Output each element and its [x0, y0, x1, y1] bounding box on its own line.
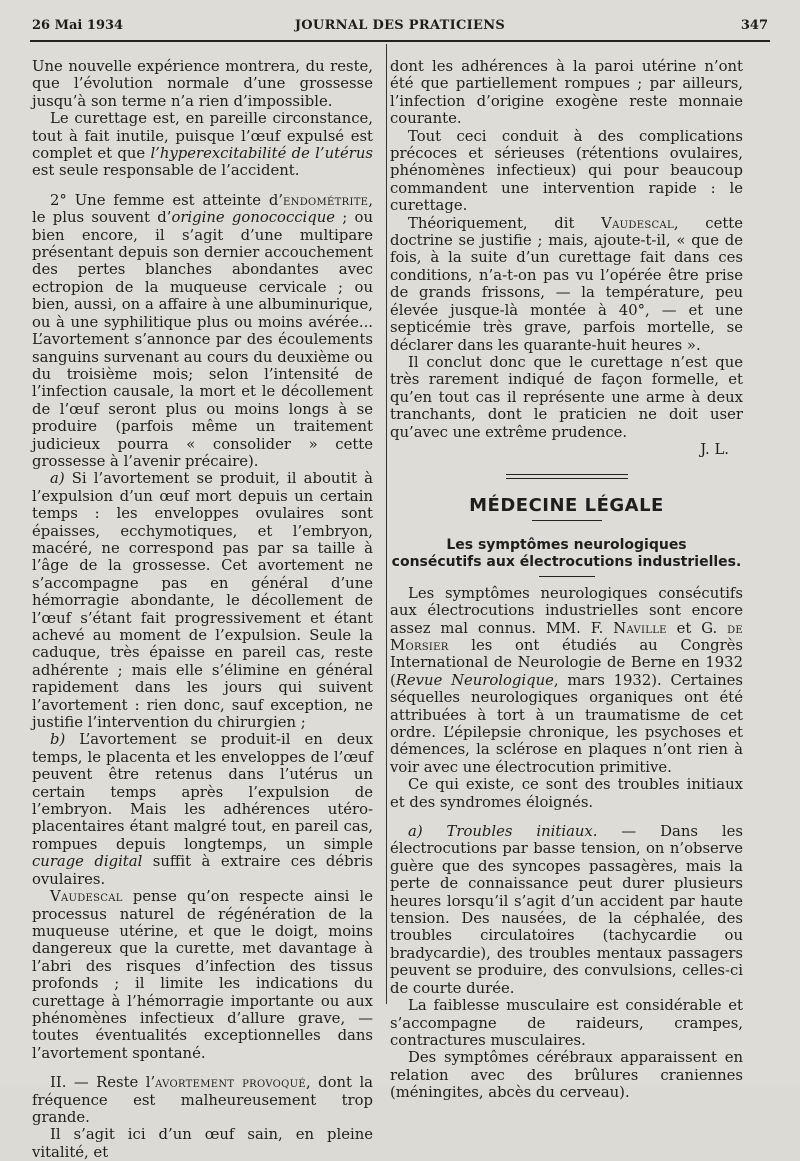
issue-date: 26 Mai 1934	[32, 18, 124, 33]
author-signature: J. L.	[700, 440, 729, 458]
paragraph: II. — Reste l’avortement provoqué, dont la fréquence est malheureusement trop grande.	[32, 1074, 373, 1126]
section-title: MÉDECINE LÉGALE	[469, 495, 664, 517]
header-rule	[30, 40, 770, 42]
title-rule	[532, 520, 602, 521]
paragraph: a) Troubles initiaux. — Dans les électrocutions par basse tension, on n’observe guère que des syncopes passagères, mais la perte de connaissance peut durer plusieurs heures lorsqu’il s’agit d’un accident par haute tension. Des nausées, de la céphalée, des troubles circulatoires (tachycardie ou bradycardie), des troubles mentaux passagers peuvent se produire, des convulsions, celles-ci de courte durée.	[390, 823, 743, 997]
paragraph: dont les adhérences à la paroi utérine n’ont été que partiellement rompues ; par ailleurs, l’infection d’origine exogène reste monnaie courante.	[390, 58, 743, 128]
paragraph: Il conclut donc que le curettage n’est que très rarement indiqué de façon formelle, et qu’en tout cas il représente une arme à deux tranchants, dont le praticien ne doit user qu’avec une extrême prudence.	[390, 353, 743, 441]
section-separator	[506, 474, 628, 479]
paragraph: b) L’avortement se produit-il en deux temps, le placenta et les enveloppes de l’œuf peuvent être retenus dans l’utérus un certain temps après l’expulsion de l’embryon. Mais les adhérences utéro-placentaires étant malgré tout, en pareil cas, rompues depuis longtemps, un simple curage digital suffit à extraire ces débris ovulaires.	[32, 731, 373, 888]
paragraph: Tout ceci conduit à des complications précoces et sérieuses (rétentions ovulaires, phénomènes infectieux) qui pour beaucoup commandent une intervention rapide : le curettage.	[390, 127, 743, 215]
paragraph: a) Si l’avortement se produit, il aboutit à l’expulsion d’un œuf mort depuis un certain temps : les enveloppes ovulaires sont épaisses, ecchymotiques, et l’embryon, macéré, ne correspond pas par sa taille à l’âge de la grossesse. Cet avortement ne s’accompagne pas en général d’une hémorragie abondante, le décollement de l’œuf s’étant fait progressivement et étant achevé au moment de l’expulsion. Seule la caduque, très épaisse en pareil cas, reste adhérente ; mais elle s’élimine en général rapidement dans les jours qui suivent l’avortement : rien donc, sauf exception, ne justifie l’intervention du chirurgien ;	[32, 470, 373, 732]
paragraph: Une nouvelle expérience montrera, du reste, que l’évolution normale d’une grossesse jusqu’à son terme n’a rien d’impossible.	[32, 58, 373, 110]
paragraph: Vaudescal pense qu’on respecte ainsi le processus naturel de régénération de la muqueuse utérine, et que le doigt, moins dangereux que la curette, met davantage à l’abri des risques d’infection des tissus profonds ; il limite les indications du curettage à l’hémorragie importante ou aux phénomènes infectieux d’allure grave, — toutes éventualités exceptionnelles dans l’avortement spontané.	[32, 888, 373, 1062]
paragraph: Les symptômes neurologiques consécutifs aux électrocutions industrielles sont encore assez mal connus. MM. F. Naville et G. de Morsier les ont étudiés au Congrès International de Neurologie de Berne en 1932 (Revue Neurologique, mars 1932). Certaines séquelles neurologiques organiques ont été attribuées à tort à un traumatisme de cet ordre. L’épilepsie chronique, les psychoses et démences, la sclérose en plaques n’ont rien à voir avec une électrocution primitive.	[390, 584, 744, 776]
journal-title: JOURNAL DES PRATICIENS	[294, 18, 506, 33]
left-column	[32, 58, 373, 1161]
page-header	[32, 18, 768, 40]
page-number: 347	[740, 18, 768, 33]
signature-line	[390, 441, 743, 458]
article-rule	[539, 576, 595, 577]
paragraph: 2° Une femme est atteinte d’endométrite, le plus souvent d’origine gonococcique ; ou bien encore, il s’agit d’une multipare présentant depuis son dernier accouchement des pertes blanches abondantes avec ectropion de la muqueuse cervicale ; ou bien, aussi, on a affaire à une albuminurique, ou à une syphilitique plus ou moins avérée... L’avortement s’annonce par des écoulements sanguins survenant au cours du deuxième ou du troisième mois; selon l’intensité de l’infection causale, la mort et le décollement de l’œuf seront plus ou moins longs à se produire (parfois même un traitement judicieux pourra « consolider » cette grossesse à l’avenir précaire).	[32, 191, 373, 470]
paragraph: Ce qui existe, ce sont des troubles initiaux et des syndromes éloignés.	[390, 776, 743, 811]
paragraph: Le curettage est, en pareille circonstance, tout à fait inutile, puisque l’œuf expulsé est complet et que l’hyperexcitabilité de l’utérus est seule responsable de l’accident.	[32, 110, 373, 180]
paragraph: Il s’agit ici d’un œuf sain, en pleine vitalité, et	[32, 1126, 373, 1161]
article-title: Les symptômes neurologiques consécutifs aux électrocutions industrielles.	[391, 536, 742, 570]
paragraph: La faiblesse musculaire est considérable et s’accompagne de raideurs, crampes, contractures musculaires.	[390, 997, 743, 1049]
right-column	[390, 58, 743, 1102]
column-divider	[386, 44, 387, 1004]
paragraph: Des symptômes cérébraux apparaissent en relation avec des brûlures craniennes (méningites, abcès du cerveau).	[390, 1049, 743, 1102]
paragraph: Théoriquement, dit Vaudescal, cette doctrine se justifie ; mais, ajoute-t-il, « que de fois, à la suite d’un curettage fait dans ces conditions, n’a-t-on pas vu l’opérée être prise de grands frissons, — la température, peu élevée jusque-là montée à 40°, — et une septicémie très grave, parfois mortelle, se déclarer dans les quarante-huit heures ».	[390, 214, 743, 354]
